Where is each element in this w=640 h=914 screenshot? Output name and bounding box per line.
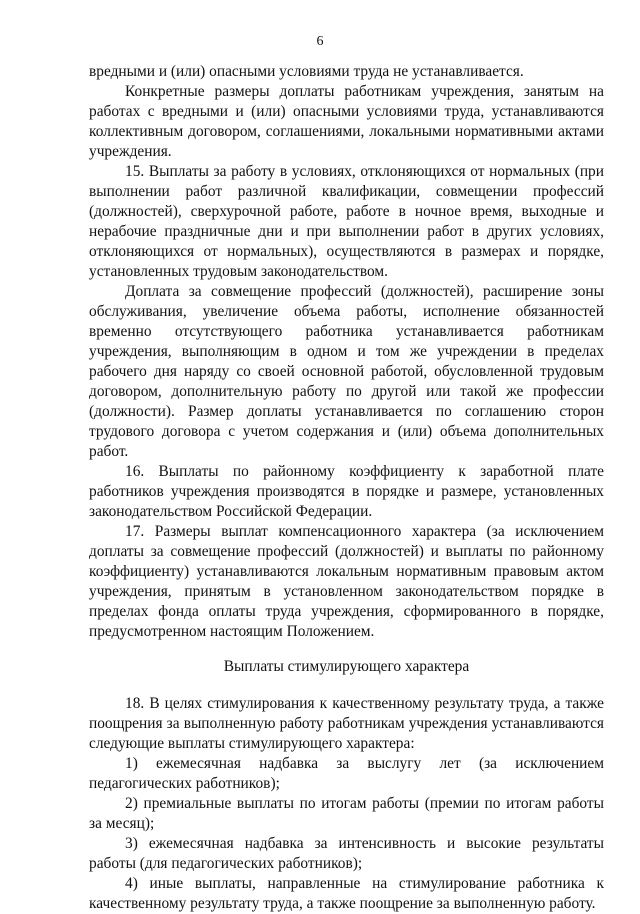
list-item-18-4: 4) иные выплаты, направленные на стимулирование работника к качественному результату труда, а также поощрение за выполненную работу. (89, 875, 604, 912)
list-item-18-3: 3) ежемесячная надбавка за интенсивность и высокие результаты работы (для педагогических работников); (89, 835, 604, 872)
paragraph-combination-payment: Доплата за совмещение профессий (должностей), расширение зоны обслуживания, увеличение объема работы, исполнение обязанностей временно отсутствующего работника устанавливается работникам учреждения, выполняющим в одном и том же учреждении в пределах рабочего дня наряду со своей основной работой, обусловленной трудовым договором, дополнительную работу по другой или такой же профессии (должности). Размер доплаты устанавливается по соглашению сторон трудового договора с учетом содержания и (или) объема дополнительных работ. (89, 283, 604, 460)
section-heading: Выплаты стимулирующего характера (223, 658, 470, 675)
paragraph-continuation: вредными и (или) опасными условиями труда не устанавливается. (89, 63, 524, 80)
list-item-18-1: 1) ежемесячная надбавка за выслугу лет (за исключением педагогических работников); (89, 755, 604, 792)
paragraph-item-17: 17. Размеры выплат компенсационного характера (за исключением доплаты за совмещение профессий (должностей) и выплаты по районному коэффициенту) устанавливаются локальным нормативным правовым актом учреждения, принятым в установленном законодательством порядке в пределах фонда оплаты труда учреждения, сформированного в порядке, предусмотренном настоящим Положением. (89, 523, 604, 640)
paragraph-concrete-sizes: Конкретные размеры доплаты работникам учреждения, занятым на работах с вредными и (или) опасными условиями труда, устанавливаются коллективным договором, соглашениями, локальными нормативными актами учреждения. (89, 83, 604, 160)
paragraph-item-18: 18. В целях стимулирования к качественному результату труда, а также поощрения за выполненную работу работникам учреждения устанавливаются следующие выплаты стимулирующего характера: (89, 695, 604, 752)
paragraph-item-15: 15. Выплаты за работу в условиях, отклоняющихся от нормальных (при выполнении работ различной квалификации, совмещении профессий (должностей), сверхурочной работе, работе в ночное время, выходные и нерабочие праздничные дни и при выполнении работ в других условиях, отклоняющихся от нормальных), осуществляются в размерах и порядке, установленных трудовым законодательством. (89, 163, 604, 280)
page-number: 6 (316, 34, 324, 49)
spacer (89, 642, 604, 646)
document-body (89, 62, 604, 914)
paragraph-item-16: 16. Выплаты по районному коэффициенту к заработной плате работников учреждения производятся в порядке и размере, установленных законодательством Российской Федерации. (89, 463, 604, 520)
list-item-18-2: 2) премиальные выплаты по итогам работы (премии по итогам работы за месяц); (89, 795, 604, 832)
